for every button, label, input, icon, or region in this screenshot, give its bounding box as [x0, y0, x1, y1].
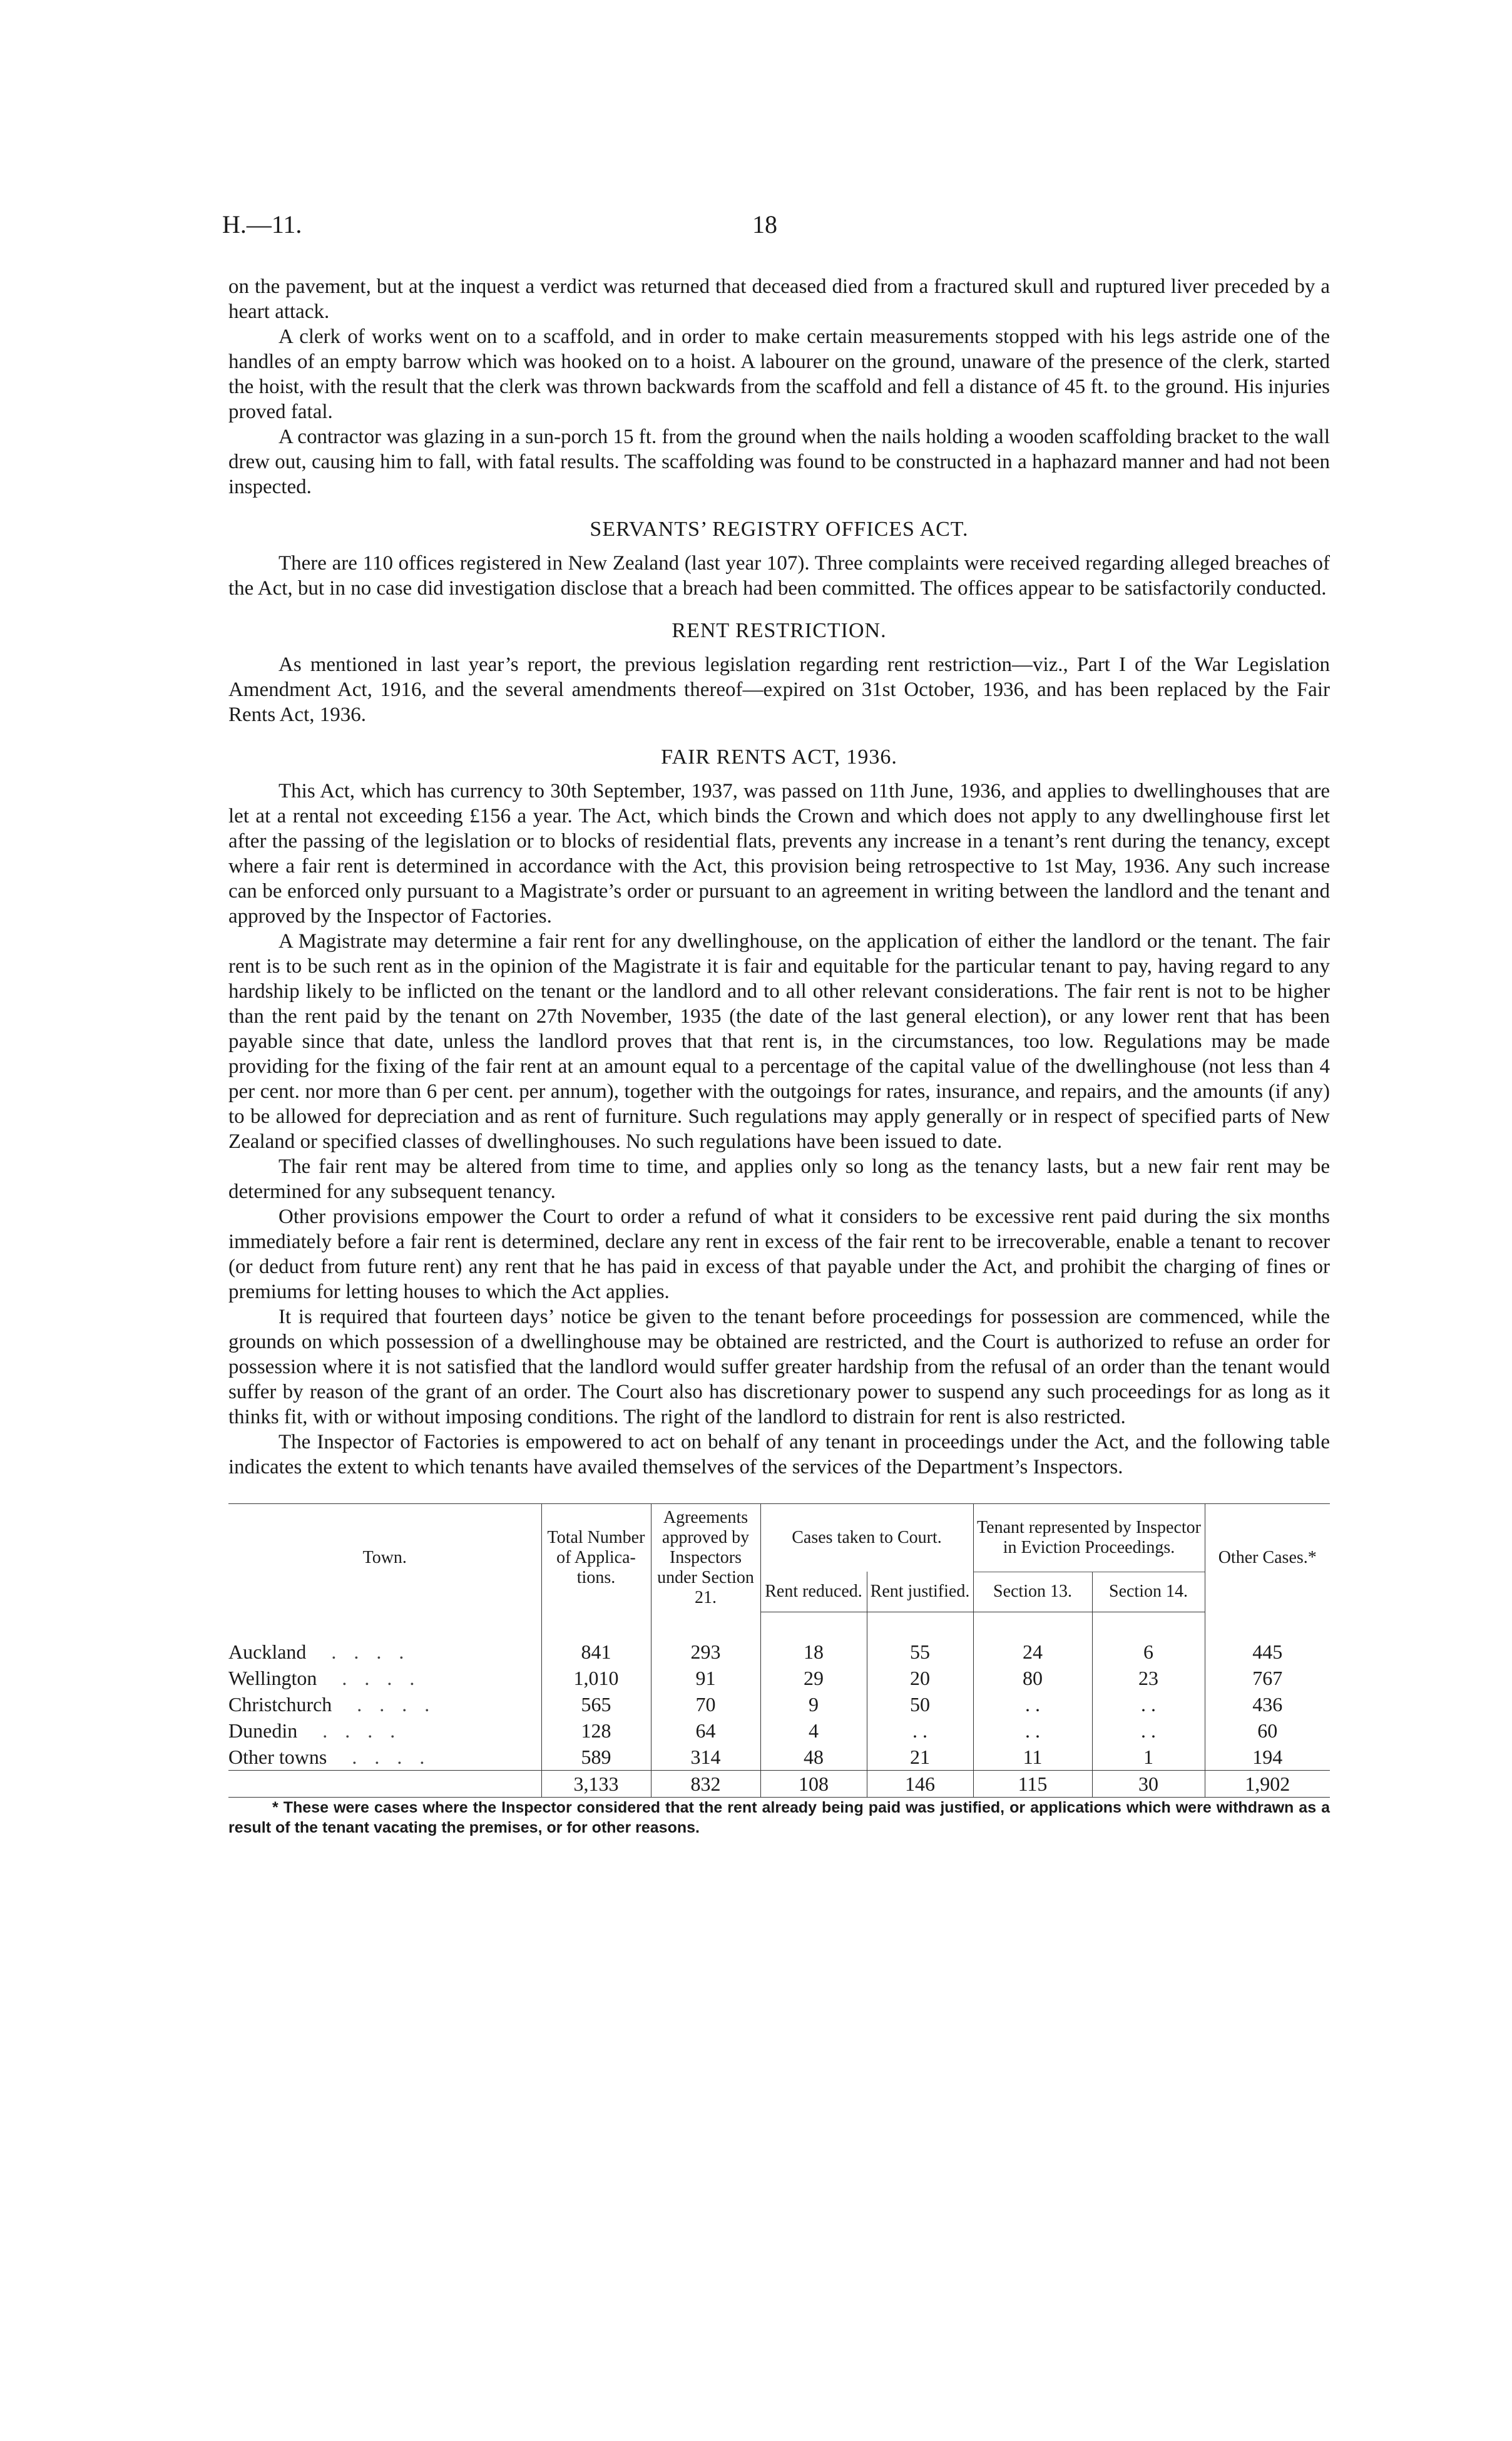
town-name: Dunedin — [228, 1719, 298, 1742]
cell-section-13: . . — [973, 1717, 1092, 1744]
header-tenant-represented: Tenant represented by Inspector in Eviction Proceedings. — [973, 1504, 1205, 1572]
cell-other: 767 — [1205, 1665, 1330, 1691]
cell-total: 841 — [541, 1639, 651, 1665]
cell-agreements: 293 — [651, 1639, 760, 1665]
header-town: Town. — [228, 1504, 541, 1612]
paragraph: There are 110 offices registered in New Zealand (last year 107). Three complaints were received regarding alleged breaches of the Act, but in no case did investigation disclose that a breach had been committed. The offices appear to be satisfactorily conducted. — [228, 552, 1330, 600]
cell-section-14: 1 — [1092, 1744, 1205, 1771]
town-name: Christchurch — [228, 1692, 332, 1716]
cell-total: 128 — [541, 1717, 651, 1744]
page-body — [228, 274, 1330, 1838]
town-name: Other towns — [228, 1745, 327, 1768]
header-section-14: Section 14. — [1092, 1572, 1205, 1612]
header-cases-taken: Cases taken to Court. — [760, 1504, 973, 1572]
paragraph: on the pavement, but at the inquest a verdict was returned that deceased died from a fractured skull and ruptured liver preceded by a heart attack. — [228, 275, 1330, 323]
cell-rent-justified: 20 — [867, 1665, 973, 1691]
cell-rent-reduced: 18 — [760, 1639, 867, 1665]
cell-rent-justified: 50 — [867, 1691, 973, 1717]
report-reference: H.—11. — [222, 210, 302, 238]
total-agreements: 832 — [651, 1770, 760, 1797]
cell-other: 436 — [1205, 1691, 1330, 1717]
header-rent-reduced: Rent reduced. — [760, 1572, 867, 1612]
paragraph: A clerk of works went on to a scaffold, and in order to make certain measurements stopped with his legs astride one of the handles of an empty barrow which was hooked on to a hoist. A labourer on the ground, unaware of the presence of the clerk, started the hoist, with the result that the clerk was thrown backwards from the scaffold and fell a distance of 45 ft. to the ground. His injuries proved fatal. — [228, 325, 1330, 423]
cell-section-14: . . — [1092, 1717, 1205, 1744]
cell-other: 194 — [1205, 1744, 1330, 1771]
header-rent-justified: Rent justified. — [867, 1572, 973, 1612]
header-other-cases: Other Cases.* — [1205, 1504, 1330, 1612]
paragraph: A contractor was glazing in a sun-porch 15 ft. from the ground when the nails holding a wooden scaffolding bracket to the wall drew out, causing him to fall, with fatal results. The scaffolding was found to be constructed in a haphazard manner and had not been inspected. — [228, 426, 1330, 498]
table-row — [228, 1665, 1330, 1691]
cell-other: 60 — [1205, 1717, 1330, 1744]
paragraph: This Act, which has currency to 30th September, 1937, was passed on 11th June, 1936, and applies to dwellinghouses that are let at a rental not exceeding £156 a year. The Act, which binds the Crown and which does not apply to any dwellinghouse first let after the passing of the legislation or to blocks of residential flats, prevents any increase in a tenant’s rent during the tenancy, except where a fair rent is determined in accordance with the Act, this provision being retrospective to 1st May, 1936. Any such increase can be enforced only pursuant to a Magistrate’s order or pursuant to an agreement in writing between the landlord and the tenant and approved by the Inspector of Factories. — [228, 780, 1330, 928]
leader-dots: . . . . — [342, 1666, 421, 1689]
cell-rent-reduced: 4 — [760, 1717, 867, 1744]
paragraph: The fair rent may be altered from time to time, and applies only so long as the tenancy lasts, but a new fair rent may be determined for any subsequent tenancy. — [228, 1155, 1330, 1203]
town-name: Auckland — [228, 1640, 307, 1663]
leader-dots: . . . . — [357, 1692, 436, 1716]
leader-dots: . . . . — [322, 1719, 402, 1742]
cell-total: 565 — [541, 1691, 651, 1717]
totals-row — [228, 1770, 1330, 1797]
paragraph: It is required that fourteen days’ notice be given to the tenant before proceedings for possession are commenced, while the grounds on which possession of a dwellinghouse may be obtained are restricted, and the Court is authorized to refuse an order for possession where it is not satisfied that the landlord would suffer greater hardship from the refusal of an order than the tenant would suffer by reason of the grant of an order. The Court also has discretionary power to suspend any such proceedings for as long as it thinks fit, with or without imposing conditions. The right of the landlord to distrain for rent is also restricted. — [228, 1306, 1330, 1428]
total-rent-reduced: 108 — [760, 1770, 867, 1797]
cell-rent-reduced: 29 — [760, 1665, 867, 1691]
paragraph: Other provisions empower the Court to order a refund of what it considers to be excessive rent paid during the six months immediately before a fair rent is determined, declare any rent in excess of the fair rent to be irrecoverable, enable a tenant to recover (or deduct from future rent) any rent that he has paid in excess of that payable under the Act, and prohibit the charging of fines or premiums for letting houses to which the Act applies. — [228, 1205, 1330, 1303]
header-total-applications: Total Number of Applica-tions. — [541, 1504, 651, 1612]
table-footnote: * These were cases where the Inspector considered that the rent already being paid was justified, or applications which were withdrawn as a result of the tenant vacating the premises, or for other reasons. — [228, 1798, 1330, 1836]
leader-dots: . . . . — [331, 1640, 411, 1663]
total-section-14: 30 — [1092, 1770, 1205, 1797]
cell-agreements: 314 — [651, 1744, 760, 1771]
paragraph: As mentioned in last year’s report, the previous legislation regarding rent restriction—viz., Part I of the War Legislation Amendment Act, 1916, and the several amendments thereof—expired on 31st October, 1936, and has been replaced by the Fair Rents Act, 1936. — [228, 653, 1330, 726]
cell-section-14: . . — [1092, 1691, 1205, 1717]
paragraph: A Magistrate may determine a fair rent for any dwellinghouse, on the application of either the landlord or the tenant. The fair rent is to be such rent as in the opinion of the Magistrate it is fair and equitable for the particular tenant to pay, having regard to any hardship likely to be inflicted on the tenant or the landlord and to all other relevant considerations. The fair rent is not to be higher than the rent paid by the tenant on 27th November, 1935 (the date of the last general election), or any lower rent that has been payable since that date, unless the landlord proves that that rent is, in the circumstances, too low. Regulations may be made providing for the fixing of the fair rent at an amount equal to a percentage of the capital value of the dwellinghouse (not less than 4 per cent. nor more than 6 per cent. per annum), together with the outgoings for rates, insurance, and repairs, and the amounts (if any) to be allowed for depreciation and as rent of furniture. Such regulations may apply generally or in respect of specified parts of New Zealand or specified classes of dwellinghouses. No such regulations have been issued to date. — [228, 930, 1330, 1153]
table-row — [228, 1639, 1330, 1665]
leader-dots: . . . . — [352, 1745, 431, 1768]
town-name: Wellington — [228, 1666, 317, 1689]
cell-rent-justified: 55 — [867, 1639, 973, 1665]
fair-rents-table — [228, 1503, 1330, 1798]
table-row — [228, 1691, 1330, 1717]
cell-rent-justified: 21 — [867, 1744, 973, 1771]
cell-rent-reduced: 9 — [760, 1691, 867, 1717]
total-applications: 3,133 — [541, 1770, 651, 1797]
page-number: 18 — [752, 210, 777, 238]
cell-agreements: 91 — [651, 1665, 760, 1691]
cell-section-13: . . — [973, 1691, 1092, 1717]
cell-section-14: 6 — [1092, 1639, 1205, 1665]
cell-agreements: 64 — [651, 1717, 760, 1744]
cell-total: 1,010 — [541, 1665, 651, 1691]
table-row — [228, 1717, 1330, 1744]
section-heading-servants: SERVANTS’ REGISTRY OFFICES ACT. — [590, 518, 969, 541]
header-agreements: Agreements approved by Inspectors under Section 21. — [651, 1504, 760, 1612]
cell-total: 589 — [541, 1744, 651, 1771]
total-section-13: 115 — [973, 1770, 1092, 1797]
cell-section-14: 23 — [1092, 1665, 1205, 1691]
paragraph: The Inspector of Factories is empowered to act on behalf of any tenant in proceedings under the Act, and the following table indicates the extent to which tenants have availed themselves of the services of the Department’s Inspectors. — [228, 1431, 1330, 1478]
section-heading-rent-restriction: RENT RESTRICTION. — [672, 619, 887, 642]
total-rent-justified: 146 — [867, 1770, 973, 1797]
cell-section-13: 24 — [973, 1639, 1092, 1665]
section-heading-fair-rents: FAIR RENTS ACT, 1936. — [661, 745, 897, 769]
cell-rent-justified: . . — [867, 1717, 973, 1744]
table-row — [228, 1744, 1330, 1771]
cell-agreements: 70 — [651, 1691, 760, 1717]
cell-section-13: 11 — [973, 1744, 1092, 1771]
cell-other: 445 — [1205, 1639, 1330, 1665]
header-section-13: Section 13. — [973, 1572, 1092, 1612]
cell-rent-reduced: 48 — [760, 1744, 867, 1771]
total-other: 1,902 — [1205, 1770, 1330, 1797]
cell-section-13: 80 — [973, 1665, 1092, 1691]
